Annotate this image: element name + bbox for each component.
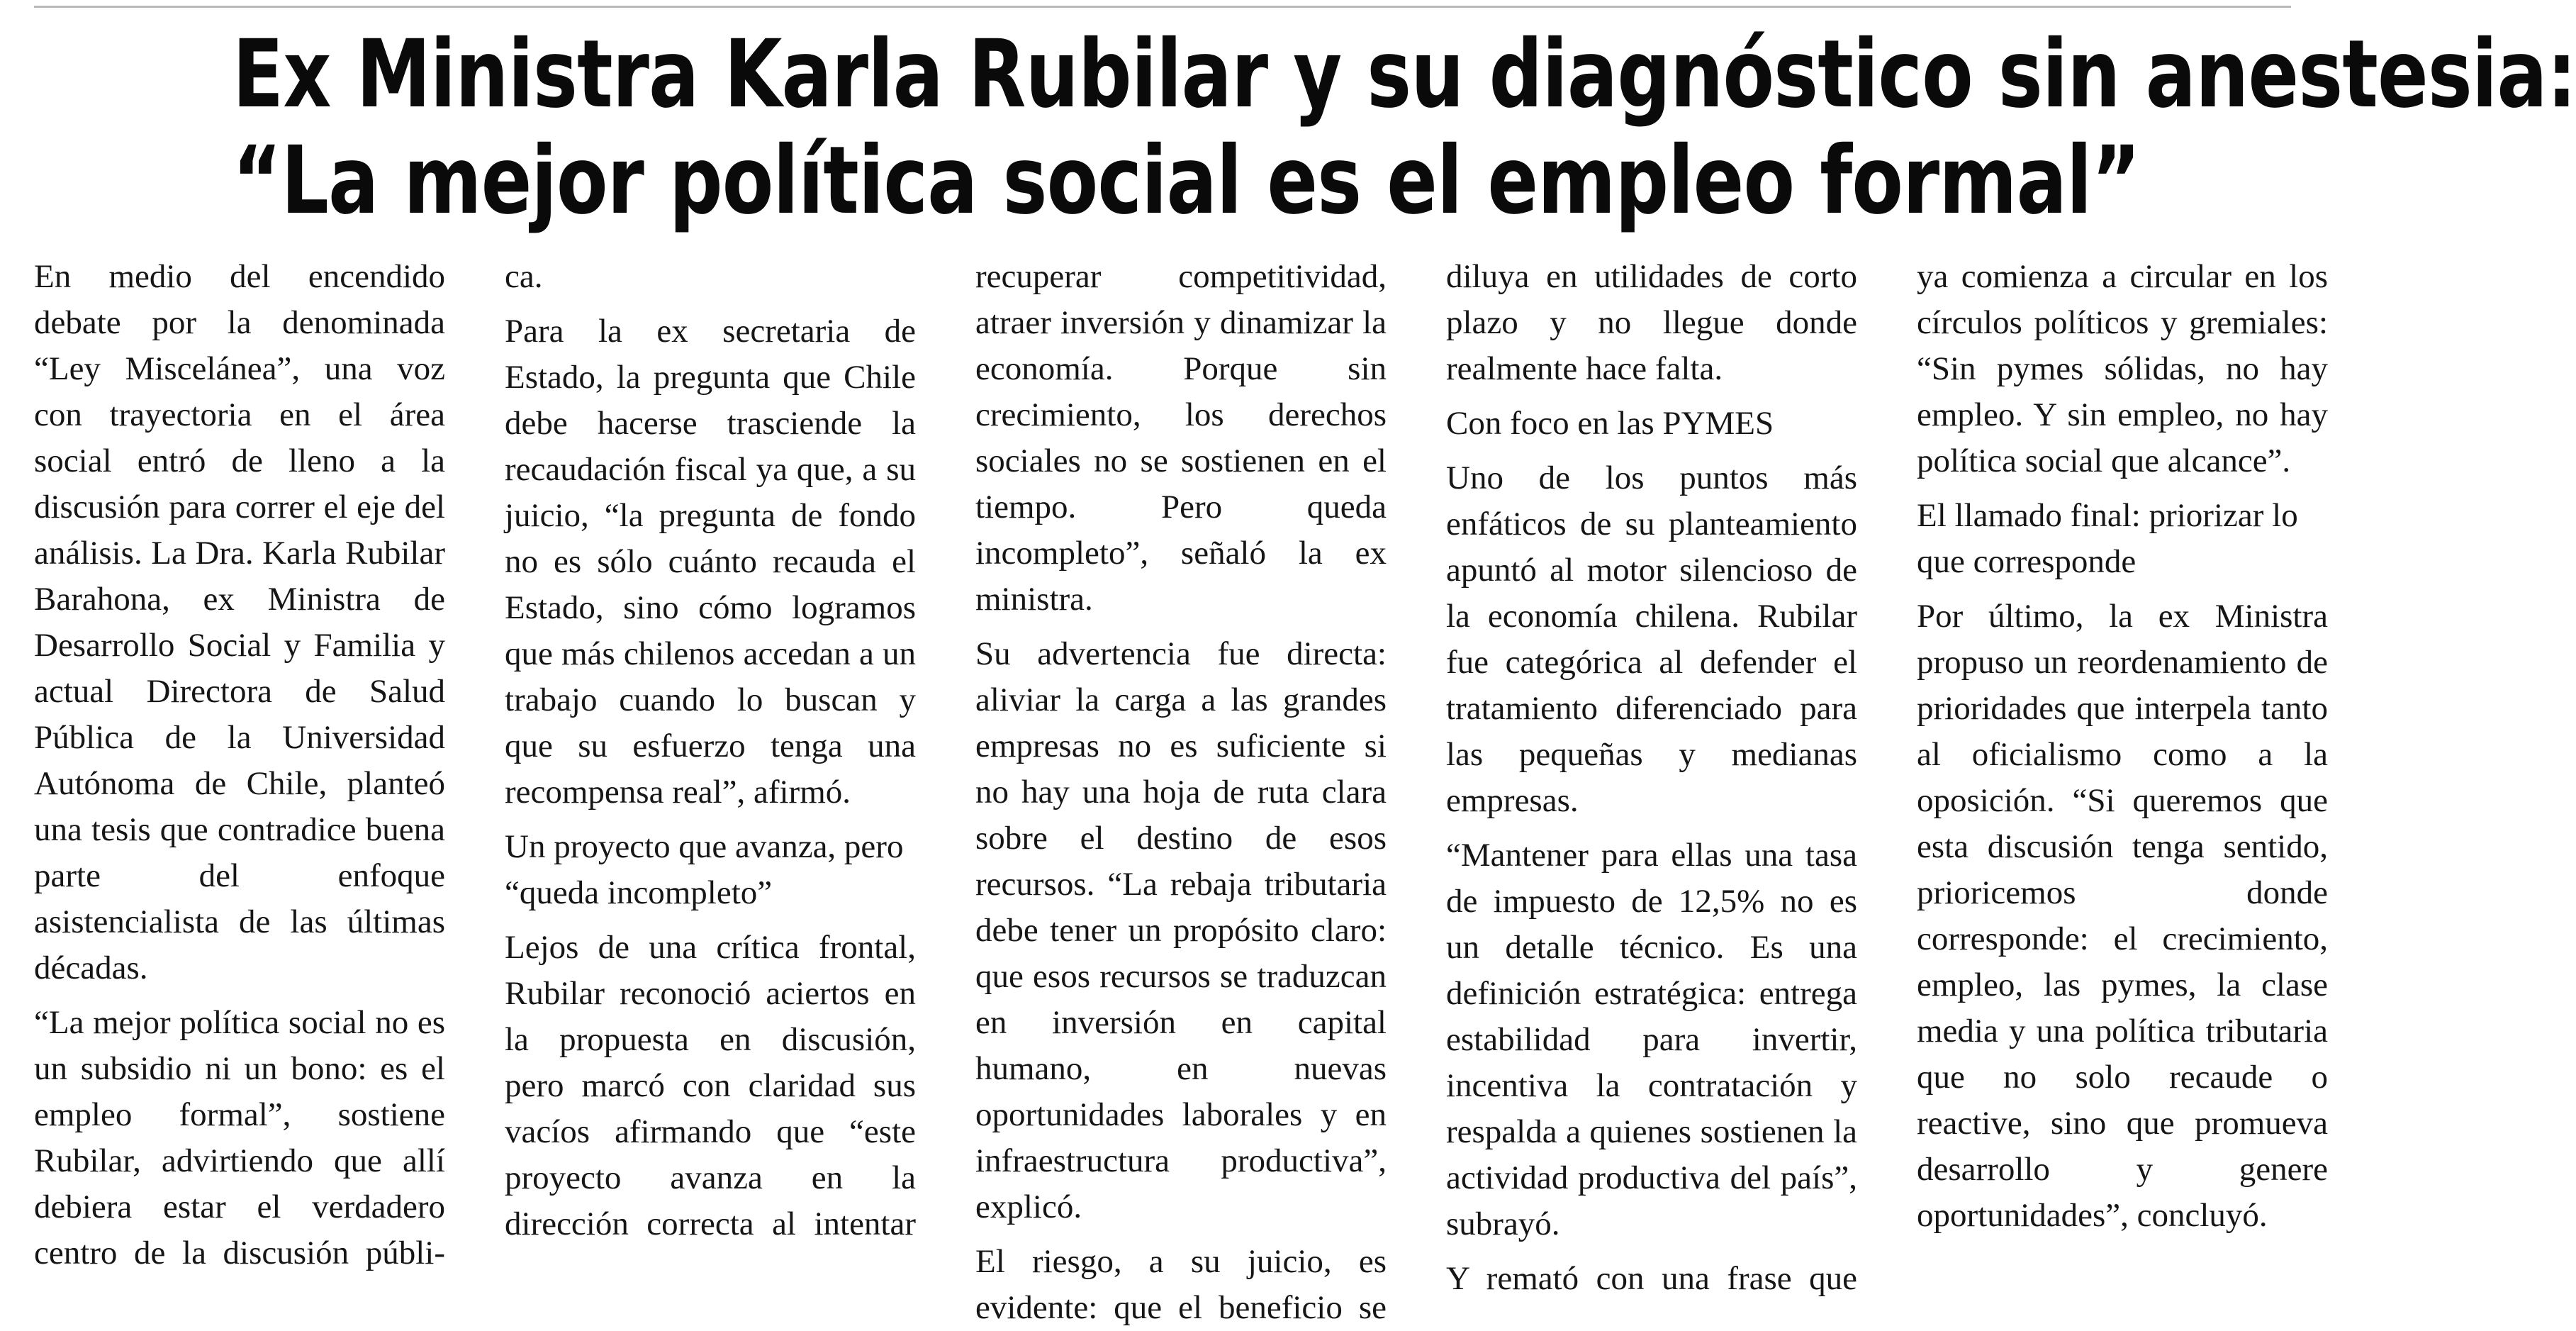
- paragraph-remato: Y remató con una frase que: [1446, 1260, 1857, 1297]
- top-rule: [34, 6, 2291, 8]
- paragraph-tasa: “Mantener para ellas una tasa de impuesto de 12,5% no es un detalle técnico. Es una definición estratégica: entrega estabilidad para invertir, incentiva la contratación y respalda a quienes sostienen la actividad productiva del paísˮ, subrayó.: [1446, 837, 1857, 1242]
- headline: [233, 20, 2576, 235]
- paragraph-competitividad: recuperar competitividad, atraer inversión y dinamizar la economía. Porque sin crecimiento, los derechos sociales no se sostienen en el tiempo. Pero queda incompletoˮ, señaló la ex ministra.: [975, 258, 1387, 618]
- paragraph-motor: Uno de los puntos más enfáticos de su planteamiento apuntó al motor silencioso de la economía chilena. Rubilar fue categórica al defender el tratamiento diferenciado para las pequeñas y medianas empresas.: [1446, 460, 1857, 819]
- column-4: [1446, 254, 1857, 1314]
- paragraph-recaudacion: Para la ex secretaria de Estado, la pregunta que Chile debe hacerse trasciende la recaudación fiscal ya que, a su juicio, “la pregunta de fondo no es sólo cuánto recauda el Estado, sino cómo logramos que más chilenos accedan a un trabajo cuando lo buscan y que su esfuerzo tenga una recompensa realˮ, afirmó.: [505, 313, 916, 811]
- subheading-proyecto: Un proyecto que avanza, pero “queda incompletoˮ: [505, 828, 904, 911]
- headline-line-2: “La mejor política social es el empleo formal”: [233, 126, 2141, 235]
- paragraph-continuation: ca.: [505, 258, 543, 295]
- paragraph-gremiales: ya comienza a circular en los círculos políticos y gremiales: “Sin pymes sólidas, no hay empleo. Y sin empleo, no hay política social que alcanceˮ.: [1917, 258, 2328, 479]
- subheading-pymes: Con foco en las PYMES: [1446, 405, 1774, 442]
- paragraph-intro: En medio del encendido debate por la denominada “Ley Misceláneaˮ, una voz con trayectoria en el área social entró de lleno a la discusión para correr el eje del análisis. La Dra. Karla Rubilar Barahona, ex Ministra de Desarrollo Social y Familia y actual Directora de Salud Pública de la Universidad Autónoma de Chile, planteó una tesis que contradice buena parte del enfoque asistencialista de las últimas décadas.: [34, 258, 445, 986]
- paragraph-riesgo: El riesgo, a su juicio, es evidente: que el beneficio se: [975, 1243, 1387, 1326]
- headline-line-1: Ex Ministra Karla Rubilar y su diagnóstico sin anestesia:: [233, 20, 2576, 129]
- column-1: [34, 254, 445, 1314]
- column-2: [505, 254, 916, 1314]
- article-columns: [34, 254, 2328, 1326]
- column-5: [1917, 254, 2328, 1314]
- paragraph-aciertos: Lejos de una crítica frontal, Rubilar reconoció aciertos en la propuesta en discusión, pero marcó con claridad sus vacíos afirmando que “este proyecto avanza en la dirección correcta al intentar: [505, 929, 916, 1242]
- column-3: [975, 254, 1387, 1326]
- paragraph-advertencia: Su advertencia fue directa: aliviar la carga a las grandes empresas no es suficiente si no hay una hoja de ruta clara sobre el destino de esos recursos. “La rebaja tributaria debe tener un propósito claro: que esos recursos se traduzcan en inversión en capital humano, en nuevas oportunidades laborales y en infraestructura productivaˮ, explicó.: [975, 635, 1387, 1225]
- paragraph-quote-empleo: “La mejor política social no es un subsidio ni un bono: es el empleo formalˮ, sostiene Rubilar, advirtiendo que allí debiera estar el verdadero centro de la discusión públi-: [34, 1004, 445, 1271]
- subheading-llamado-final: El llamado final: priorizar lo que corresponde: [1917, 497, 2298, 580]
- paragraph-conclusion: Por último, la ex Ministra propuso un reordenamiento de prioridades que interpela tanto al oficialismo como a la oposición. “Si queremos que esta discusión tenga sentido, prioricemos donde corresponde: el crecimiento, empleo, las pymes, la clase media y una política tributaria que no solo recaude o reactive, sino que promueva desarrollo y genere oportunidadesˮ, concluyó.: [1917, 598, 2328, 1234]
- paragraph-utilidades: diluya en utilidades de corto plazo y no llegue donde realmente hace falta.: [1446, 258, 1857, 387]
